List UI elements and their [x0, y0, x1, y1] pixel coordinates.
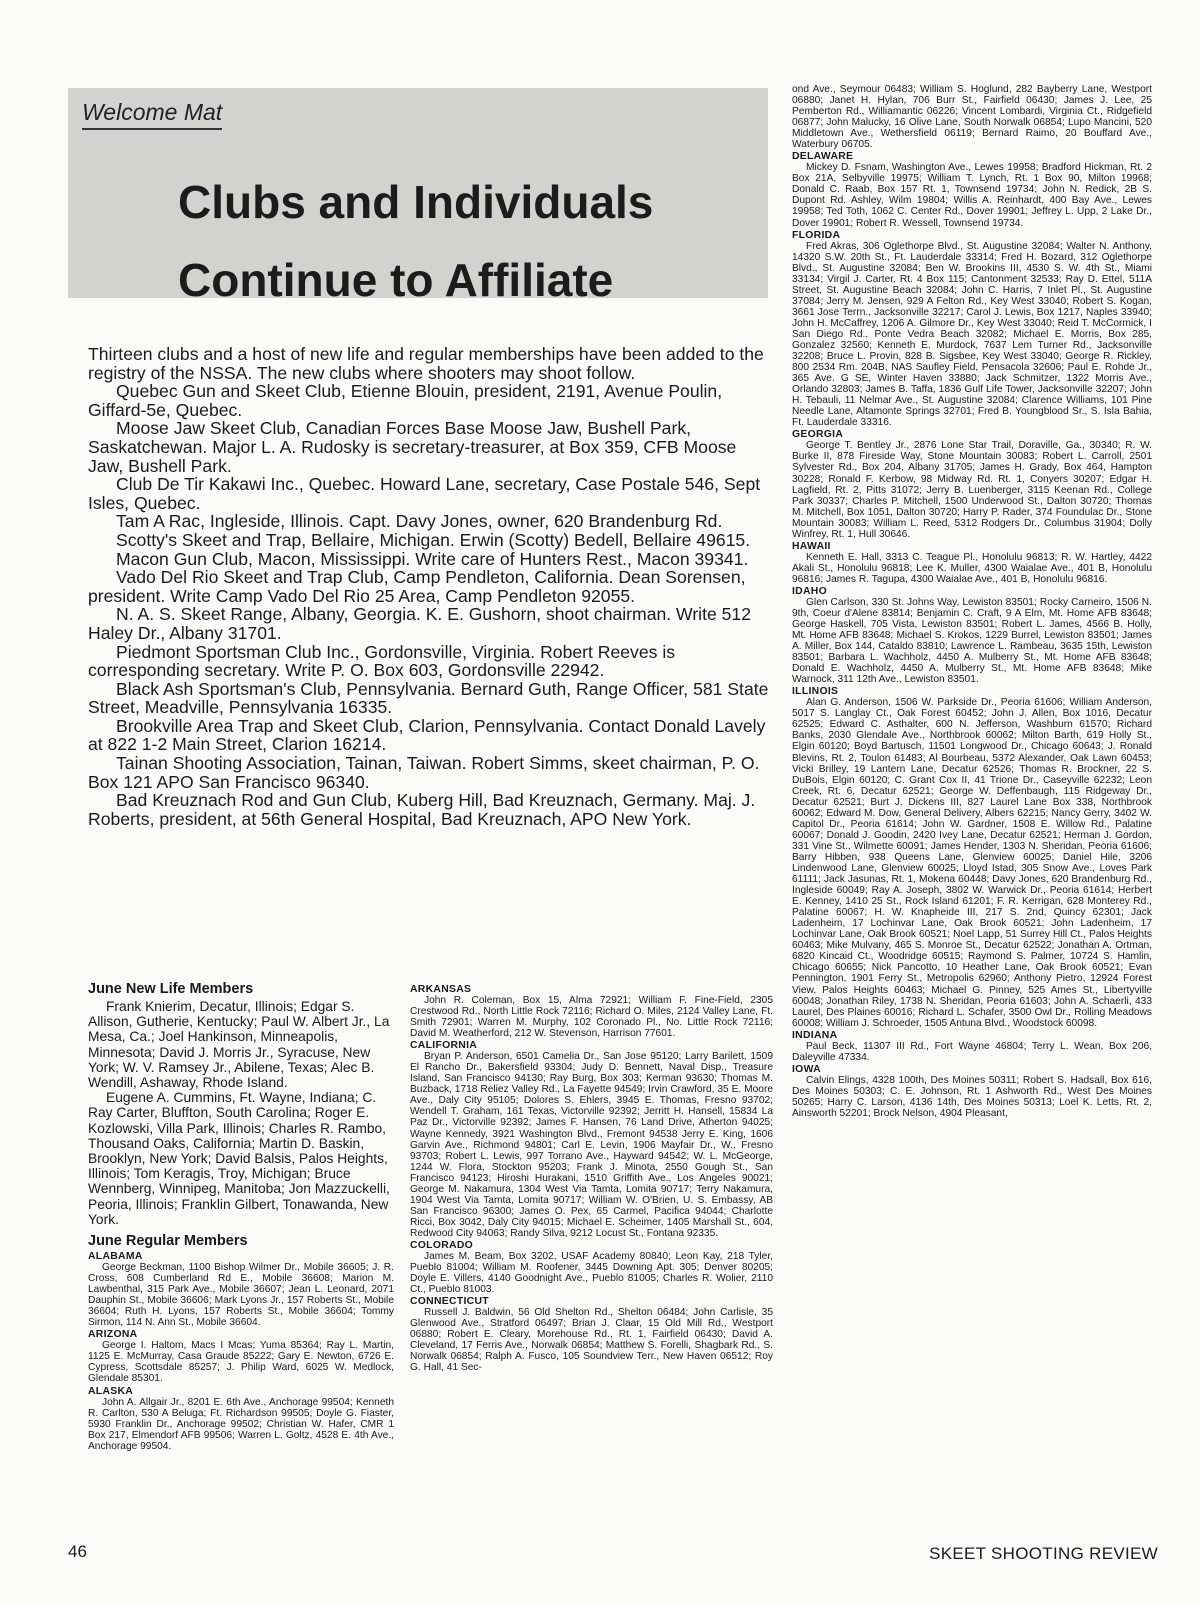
club-entry: Piedmont Sportsman Club Inc., Gordonsville, Virginia. Robert Reeves is corresponding secretary. Write P. O. Box 603, Gordonsville 22942.	[88, 641, 676, 681]
page-number: 46	[68, 1542, 87, 1561]
club-entry: Club De Tir Kakawi Inc., Quebec. Howard Lane, secretary, Case Postale 546, Sept Isles, Quebec.	[88, 474, 761, 513]
club-entry: Quebec Gun and Skeet Club, Etienne Blouin, president, 2191, Avenue Poulin, Giffard-5e, Quebec.	[88, 381, 723, 420]
state-heading: DELAWARE	[792, 151, 854, 163]
intro-paragraph: Thirteen clubs and a host of new life and regular memberships have been added to the registry of the NSSA. The new clubs where shooters may shoot follow.	[88, 344, 764, 383]
member-list: Paul Beck, 11307 III Rd., Fort Wayne 46804; Terry L. Wean, Box 206, Daleyville 47334.	[792, 1040, 1152, 1063]
state-heading: IOWA	[792, 1063, 821, 1075]
member-list: Calvin Elings, 4328 100th, Des Moines 50311; Robert S. Hadsall, Box 616, Des Moines 50303; C. E. Johnson, Rt. 1 Ashworth Rd., West Des Moines 50265; Harry C. Larson, 4136 14th, Des Moines 50313; Loel K. Letts, Rt. 2, Ainsworth 52201; Brock Nelson, 4904 Pleasant,	[792, 1074, 1152, 1119]
life-members-body	[88, 999, 394, 1227]
member-list: John R. Coleman, Box 15, Alma 72921; William F. Fine-Field, 2305 Crestwood Rd., North Little Rock 72116; Richard O. Miles, 2124 Valley Lane, Ft. Smith 72901; Warren M. Murphy, 102 Coronado Pl., No. Little Rock 72116; David M. Weatherford, 212 W. Stevenson, Harrison 77601.	[410, 995, 773, 1040]
column-right	[792, 84, 1152, 1119]
club-entry: N. A. S. Skeet Range, Albany, Georgia. K. E. Gushorn, shoot chairman. Write 512 Haley Dr., Albany 31701.	[88, 604, 752, 643]
member-list: John A. Allgair Jr., 8201 E. 6th Ave., Anchorage 99504; Kenneth R. Carlton, 530 A Beluga; Ft. Richardson 99505; Doyle G. Fiaster, 5930 Franklin Dr., Anchorage 99502; Christian W. Hafer, CMR 1 Box 217, Elmendorf AFB 99506; Warren L. Goltz, 4528 E. 4th Ave., Anchorage 99504.	[88, 1396, 394, 1452]
state-roster-a	[88, 1251, 394, 1452]
club-entry: Tam A Rac, Ingleside, Illinois. Capt. Davy Jones, owner, 620 Brandenburg Rd.	[116, 511, 723, 532]
state-heading: ALABAMA	[88, 1251, 143, 1263]
state-roster-c	[792, 151, 1152, 1119]
club-entry: Black Ash Sportsman's Club, Pennsylvania. Bernard Guth, Range Officer, 581 State Street, Meadville, Pennsylvania 16335.	[88, 678, 769, 718]
life-members-heading: June New Life Members	[88, 981, 254, 997]
club-entry: Brookville Area Trap and Skeet Club, Clarion, Pennsylvania. Contact Donald Lavely at 822 1-2 Main Street, Clarion 16214.	[88, 715, 766, 755]
state-heading: ILLINOIS	[792, 686, 839, 698]
state-heading: IDAHO	[792, 585, 827, 597]
member-list: James M. Beam, Box 3202, USAF Academy 80840; Leon Kay, 218 Tyler, Pueblo 81004; William M. Roofener, 3445 Downing Apt. 305; Denver 80205; Doyle E. Villers, 4140 Goodnight Ave., Pueblo 81005; Charles R. Wolier, 2110 Ct., Pueblo 81003.	[410, 1250, 773, 1296]
member-list: George Beckman, 1100 Bishop Wilmer Dr., Mobile 36605; J. R. Cross, 608 Cumberland Rd E., Mobile 36608; Marion M. Lawbenthal, 315 Park Ave., Mobile 36607; Jean L. Leonard, 2071 Dauphin St., Mobile 36606; Mark Lyons Jr., 157 Roberts St., Mobile 36604; Ruth H. Lyons, 157 Roberts St., Mobile 36604; Tommy Sirmon, 114 N. Ann St., Mobile 36604.	[88, 1262, 394, 1329]
club-entry: Scotty's Skeet and Trap, Bellaire, Michigan. Erwin (Scotty) Bedell, Bellaire 49615.	[116, 529, 751, 550]
headline-line-1: Clubs and Individuals	[178, 176, 654, 228]
member-list: Mickey D. Fsnam, Washington Ave., Lewes 19958; Bradford Hickman, Rt. 2 Box 21A, Selbyville 19975; William T. Lynch, Rt. 1 Box 90, Milton 19968; Donald C. Raab, Box 157 Rt. 1, Townsend 19734; John N. Redick, 2B S. Dupont Rd. Ashley, Wilm 19804; Willis A. Reinhardt, 400 Bay Ave., Lewes 19958; Ted Toth, 1062 C. Center Rd., Dover 19901; Jeffrey L. Upp, 2 Lake Dr., Dover 19901; Robert R. Wessell, Townsend 19734.	[792, 162, 1152, 229]
member-list: Russell J. Baldwin, 56 Old Shelton Rd., Shelton 06484; John Carlisle, 35 Glenwood Ave., Stratford 06497; Brian J. Claar, 15 Old Mill Rd., Westport 06880; Robert E. Cleary, Morehouse Rd., Rt. 1, Fairfield 06430; David A. Cleveland, 17 Ferris Ave., Norwalk 06854; Matthew S. Forelli, Shagbark Rd., S. Norwalk 06854; Ralph A. Fusco, 105 Soundview Terr., New Haven 06512; Roy G. Hall, 41 Sec-	[410, 1307, 773, 1374]
state-heading: CALIFORNIA	[410, 1040, 478, 1052]
life-members-para: Frank Knierim, Decatur, Illinois; Edgar S. Allison, Gutherie, Kentucky; Paul W. Albert Jr., La Mesa, Ca.; Joel Hankinson, Minneapolis, Minnesota; David J. Morris Jr., Syracuse, New York; W. V. Ramsey Jr., Abilene, Texas; Alec B. Wendill, Ashaway, Rhode Island.	[88, 999, 390, 1091]
article-headline	[178, 163, 758, 319]
member-list: George I. Haltom, Macs I Mcas; Yuma 85364; Ray L. Martin, 1125 E. McMurray, Casa Graude 85222; Gary E. Newton, 6726 E. Cypress, Scottsdale 85257; J. Philip Ward, 6025 W. Medlock, Glendale 85301.	[88, 1340, 394, 1385]
state-heading: ARKANSAS	[410, 984, 472, 995]
column-left	[88, 977, 394, 1452]
state-heading: ALASKA	[88, 1385, 134, 1397]
state-heading: INDIANA	[792, 1029, 838, 1041]
life-members-para: Eugene A. Cummins, Ft. Wayne, Indiana; C. Ray Carter, Bluffton, South Carolina; Roger E. Kozlowski, Villa Park, Illinois; Charles R. Rambo, Thousand Oaks, California; Martin D. Baskin, Brooklyn, New York; David Balsis, Palos Heights, Illinois; Tom Keragis, Troy, Michigan; Bruce Wennberg, Winnipeg, Manitoba; Jon Mazzuckelli, Peoria, Illinois; Franklin Gilbert, Tonawanda, New York.	[88, 1090, 390, 1227]
member-list: Fred Akras, 306 Oglethorpe Blvd., St. Augustine 32084; Walter N. Anthony, 14320 S.W. 20th St., Ft. Lauderdale 33314; Fred H. Bozard, 312 Oglethorpe Blvd., St. Augustine 32084; Ben W. Brookins III, 4530 S. W. 4th St., Miami 33134; Virgil J. Carter, Rt. 4 Box 115; Cantonment 32533; Ray D. Ettel, 511A Street, St. Augustine Beach 32084; John C. Harris, 7 Inlet Pl., St. Augustine 37084; Jerry M. Jensen, 929 A Felton Rd., Key West 33040; Robert S. Kogan, 3661 Jose Terrn., Jacksonville 32217; Carol J. Lewis, Box 1217, Naples 33940; John H. McCaffrey, 1206 A. Gilmore Dr., Key West 33040; Reid T. McCormick, I San Diego Rd., Ponte Vedra Beach 32082; Michael E. Morris, Box 285, Gonzalez 32560; Kenneth E. Murdock, 7637 Lem Turner Rd., Jacksonville 32208; Bruce L. Provin, 828 B. Sigsbee, Key West 33040; George R. Rickley, 800 2534 Rm. 204B, NAS Saufley Field, Pensacola 32606; Paul E. Rohde Jr., 365 Ave. G SE, Winter Haven 33880; Jack Schmitzer, 1322 Morris Ave., Orlando 32803; James B. Taffa, 1836 Gulf Life Tower, Jacksonville 32207; John H. Tebauli, 11 Nelmar Ave., St. Augustine 32084; Clarence Williams, 101 Pine Needle Lane, Altamonte Springs 32701; Fred B. Youngblood Sr., S. Isla Bahia, Ft. Lauderdale 33316.	[792, 240, 1152, 429]
club-entry: Macon Gun Club, Macon, Mississippi. Write care of Hunters Rest., Macon 39341.	[116, 548, 749, 569]
club-entry: Vado Del Rio Skeet and Trap Club, Camp Pendleton, California. Dean Sorensen, president. Write Camp Vado Del Rio 25 Area, Camp Pendleton 92055.	[88, 567, 746, 606]
club-entry: Bad Kreuznach Rod and Gun Club, Kuberg Hill, Bad Kreuznach, Germany. Maj. J. Roberts, president, at 56th General Hospital, Bad Kreuznach, APO New York.	[88, 790, 756, 829]
regular-members-heading: June Regular Members	[88, 1233, 248, 1250]
member-list: Bryan P. Anderson, 6501 Camelia Dr., San Jose 95120; Larry Barilett, 1509 El Rancho Dr., Bakersfield 93304; Judy D. Bennett, Naval Disp., Treasure Island, San Francisco 94130; Ray Burg, Box 303; Kerman 93630; Thomas M. Buzback, 1718 Reliez Valley Rd., La Fayette 94549; Irvin Crawford, 35 E. Moore Ave., Daly City 95105; Dolores S. Ehlers, 3945 E. Thomas, Fresno 93702; Wendell T. Graham, 161 Texas, Victorville 92392; Jerritt H. Hansell, 15834 La Paz Dr., Victorville 92392; James F. Hansen, 76 Land Drive, Atherton 94025; Wayne Kennedy, 3921 Washington Blvd., Fremont 94538 Jerry E. King, 1606 Garvin Ave., Richmond 94801; Carl E. Levin, 1906 Mayfair Dr., W., Fresno 93703; Robert L. Lewis, 997 Torrano Ave., Hayward 94542; W. L. McGeorge, 1244 W. Flora, Stockton 95203; Frank J. Minota, 2550 Gough St., San Francisco 94123; Hiroshi Hurakani, 1510 Griffith Ave., Los Angeles 90021; George M. Nakamura, 1304 West Via Tamta, Lomita 90717; Terry Nakamura, 1904 West Via Tamta, Lomita 90717; William W. O'Brien, U. S. Embassy, AB San Francisco 96300; James O. Pex, 65 Carmel, Pacifica 94044; Charlotte Ricci, Box 3042, Daly City 94015; Michael E. Scheimer, 1405 Marshall St., 604, Redwood City 94063; Randy Silva, 9212 Locust St., Fontana 92335.	[410, 1051, 773, 1239]
member-list: George T. Bentley Jr., 2876 Lone Star Trail, Doraville, Ga., 30340; R. W. Burke II, 878 Fireside Way, Stone Mountain 30083; Robert L. Carroll, 2501 Sylvester Rd., Box 204, Albany 31705; James H. Grady, Box 464, Hampton 30228; Ronald F. Kerbow, 98 Midway Rd. Rt. 1, Conyers 30207; Edgar H. Lagfield, Rt. 2, Pitts 31072; Jerry B. Luenberger, 3115 Keenan Rd., College Park 30337; Charles P. Mitchell, 1500 Underwood St., Dalton 30720; Thomas M. Mitchell, Box 1051, Dalton 30720; Harry P. Rader, 374 Foundulac Dr., Stone Mountain 30083; William L. Reed, 5312 Rodgers Dr., Columbus 31904; Dolly Winfrey, Rt. 1, Hull 30646.	[792, 440, 1152, 540]
state-heading: FLORIDA	[792, 229, 841, 241]
member-list: Alan G. Anderson, 1506 W. Parkside Dr., Peoria 61606; William Anderson, 5017 S. Langlay Ct., Oak Forest 60452; John J. Allen, Box 1016, Decatur 62525; Edward C. Asthalter, 600 N. Jefferson, Washburn 61570; Richard Banks, 2030 Glendale Ave., Northbrook 60062; Milton Barth, 619 Holly St., Elgin 60120; Boyd Bartusch, 11501 Longwood Dr., Chicago 60643; J. Ronald Blevins, Rt. 2, Toulon 61483; Al Bourbeau, 5372 Alexander, Oak Lawn 60453; Vicki Brilley, 19 Lantern Lane, Decatur 62526; Thomas R. Brockner, 22 S. DuBois, Elgin 60120; C. Grant Cox II, 41 Trione Dr., Caseyville 62232; Leon Creek, Rt. 6, Decatur 62521; George W. Deffenbaugh, 115 Ridgeway Dr., Decatur 62521; Burt J. Dickens III, 827 Laurel Lane Box 338, Northbrook 60062; Edward M. Dow, General Delivery, Albers 62215; Nancy Gerry, 3402 W. Capitol Dr., Peoria 61614; John W. Gardner, 1508 E. Willow Rd., Palatine 60067; Donald J. Goodin, 2420 Ivey Lane, Decatur 62521; Herman J. Gordon, 331 Vine St., Wilmette 60091; James Hender, 1303 N. Sheridan, Peoria 61606; Barry Hibben, 938 Queens Lane, Glenview 60025; Daniel Hile, 3206 Lindenwood Lane, Glenview 60025; Lloyd Istad, 305 Snow Ave., Loves Park 61111; Jack Jasunas, Rt. 1, Mokena 60448; Davy Jones, 620 Brandenburg Rd., Ingleside 60049; Ray A. Joseph, 3802 W. Warwick Dr., Peoria 61614; Herbert E. Kenney, 1410 25 St., Rock Island 61201; F. R. Kerrigan, 628 Monterey Rd., Palatine 60067; H. W. Knapheide III, 217 S. 2nd, Quincy 62301; Jack Ladenheim, 17 Lochinvar Lane, Oak Brook 60521; John Ladenheim, 17 Lochinvar Lane, Oak Brook 60521; Noel Lapp, 51 Surrey Hill Ct., Palos Heights 60463; Mike Mulvany, 465 S. Monroe St., Decatur 62522; Jonathan A. Ortman, 6820 Kincaid Ct., Woodridge 60515; Raymond S. Palmer, 10724 S. Hamlin, Chicago 60655; Nick Pancotto, 10 Heather Lane, Oak Brook 60521; Evan Pennington, 1901 Ferry St., Metropolis 62960; Anthony Pietro, 12924 Forest View, Palos Heights 60463; Michael G. Pinney, 525 Ames St., Libertyville 60048; Jonathan Riley, 1738 N. Sheridan, Peoria 61603; John A. Schaerli, 433 Laurel, Des Plaines 60016; Richard L. Schafer, 3500 Owl Dr., Rolling Meadows 60008; William J. Schroeder, 1505 Antuna Blvd., Woodstock 60098.	[792, 697, 1152, 1029]
state-heading: COLORADO	[410, 1239, 474, 1251]
headline-line-2: Continue to Affiliate	[178, 254, 614, 306]
state-heading: CONNECTICUT	[410, 1296, 489, 1308]
member-list: Kenneth E. Hall, 3313 C. Teague Pl., Honolulu 96813; R. W. Hartley, 4422 Akali St., Honolulu 96818; Lee K. Muller, 4300 Waialae Ave., 401 B, Honolulu 96816; James R. Tagupa, 4300 Waialae Ave., 401 B, Honolulu 96816.	[792, 551, 1152, 585]
state-heading: ARIZONA	[88, 1329, 138, 1341]
new-clubs-list	[88, 345, 772, 828]
section-kicker: Welcome Mat	[82, 99, 222, 130]
roster-continuation: ond Ave., Seymour 06483; William S. Hoglund, 282 Bayberry Lane, Westport 06880; Janet H. Hylan, 706 Burr St., Fairfield 06430; James J. Lee, 25 Pemberton Rd., Williamantic 06226; Vincent Lombardi, Virginia Ct., Ridgefield 06877; John Malucky, 16 Olive Lane, South Norwalk 06854; Lupo Mancini, 520 Middletown Ave., Wethersfield 06119; Bernard Raimo, 20 Bouffard Ave., Waterbury 06705.	[792, 84, 1152, 151]
state-heading: HAWAII	[792, 540, 831, 552]
club-entry: Tainan Shooting Association, Tainan, Taiwan. Robert Simms, skeet chairman, P. O. Box 121 APO San Francisco 96340.	[88, 753, 760, 792]
state-heading: GEORGIA	[792, 429, 844, 441]
publication-name: SKEET SHOOTING REVIEW	[929, 1544, 1158, 1563]
club-entry: Moose Jaw Skeet Club, Canadian Forces Base Moose Jaw, Bushell Park, Saskatchewan. Major L. A. Rudosky is secretary-treasurer, at Box 359, CFB Moose Jaw, Bushell Park.	[88, 418, 737, 476]
column-middle	[410, 983, 773, 1373]
member-list: Glen Carlson, 330 St. Johns Way, Lewiston 83501; Rocky Carneiro, 1506 N. 9th, Coeur d'Alene 83814; Benjamin C. Craft, 9 A Elm, Mt. Home AFB 83648; George Haskell, 705 Vista, Lewiston 83501; Robert L. James, 4566 B. Holly, Mt. Home AFB 83648; Michael S. Krokos, 1229 Burrel, Lewiston 83501; James A. Miller, Box 144, Cataldo 83810; Lawrence L. Rambeau, 3635 15th, Lewiston 83501; Barbara L. Wachholz, 4450 A. Mulberry St., Mt. Home AFB 83648; Donald E. Wachholz, 4450 A. Mulberry St., Mt. Home AFB 83648; Mike Warnock, 311 12th Ave., Lewiston 83501.	[792, 596, 1152, 686]
